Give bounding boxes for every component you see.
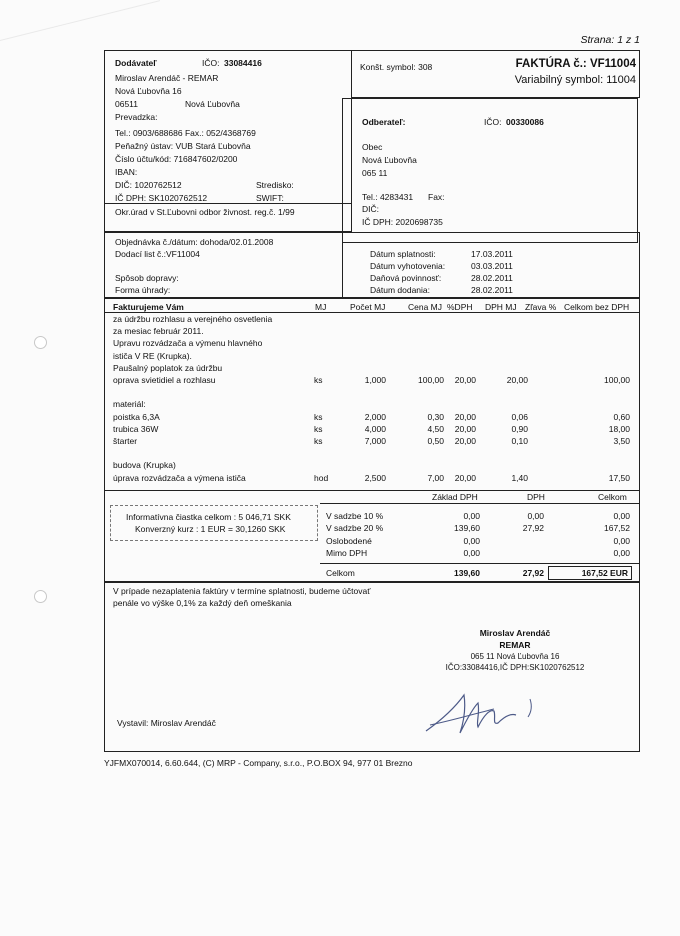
sum-header-zaklad: Základ DPH [432,492,478,502]
customer-ico: 00330086 [506,117,544,127]
stamp-line1: Miroslav Arendáč [479,628,551,638]
row-desc: trubica 36W [113,423,159,434]
sum-header-dph: DPH [527,492,545,502]
row-mj: ks [314,411,323,422]
supplier-stredisko: Stredisko: [256,180,294,190]
row-pocet: 4,000 [364,423,386,434]
row-desc: poistka 6,3A [113,411,160,422]
notice-line2: penále vo výške 0,1% za každý deň omeškania [113,598,292,608]
supplier-ico: 33084416 [224,58,262,68]
sum-row-label: V sadzbe 10 % [326,511,384,521]
divider [342,243,343,298]
th-zlava: Zľava % [525,302,557,312]
row-pocet: 1,000 [364,375,386,385]
variable-symbol: Variabilný symbol: 11004 [514,74,636,86]
row-desc: za údržbu rozhlasu a verejného osvetlenia [113,314,273,324]
konst-symbol: Konšt. symbol: 308 [360,62,433,72]
th-pocet: Počet MJ [350,302,386,312]
row-dph-mj: 1,40 [511,472,528,483]
footer-text: YJFMX070014, 6.60.644, (C) MRP - Company, s.r.o., P.O.BOX 94, 977 01 Brezno [104,758,413,768]
row-pocet: 7,000 [364,436,386,446]
divider [320,563,640,564]
date-value: 28.02.2011 [471,285,513,295]
punch-hole [34,336,47,349]
customer-heading: Odberateľ: [362,117,406,127]
sum-row-zaklad: 139,60 [454,523,480,534]
sum-row-zaklad: 0,00 [463,547,480,558]
order-sposob: Spôsob dopravy: [115,273,179,283]
sum-row-celkom: 167,52 [604,523,630,534]
order-forma: Forma úhrady: [115,285,171,295]
th-mj: MJ [315,302,327,312]
date-value: 17.03.2011 [471,249,513,259]
row-cena: 0,30 [427,411,444,422]
row-celkom: 100,00 [604,375,630,385]
sum-row-label: V sadzbe 20 % [326,523,384,534]
supplier-phone: Tel.: 0903/688686 Fax.: 052/4368769 [115,128,256,138]
divider [104,203,352,204]
row-cena: 4,50 [427,423,444,434]
customer-ico-label: IČO: [484,117,502,127]
sum-row-celkom: 0,00 [613,547,630,558]
supplier-prevadzka: Prevadzka: [115,112,158,122]
date-label: Dátum vyhotovenia: [370,261,446,271]
info-line1: Informatívna čiastka celkom : 5 046,71 SKK [126,512,291,522]
supplier-swift: SWIFT: [256,193,284,203]
sum-row-label: Oslobodené [326,535,372,546]
customer-line1: Obec [362,142,383,152]
divider [320,503,640,504]
row-celkom: 0,60 [613,411,630,422]
info-line2: Konverzný kurz : 1 EUR = 30,1260 SKK [135,524,286,534]
sum-total-celkom: 167,52 EUR [581,568,628,578]
sum-total-zaklad: 139,60 [454,568,480,578]
page-fold-mark [0,0,160,41]
sum-total-dph: 27,92 [522,568,544,578]
date-value: 28.02.2011 [471,273,513,283]
row-dph-mj: 20,00 [506,375,528,385]
row-mj: hod [314,472,329,483]
sum-row-label: Mimo DPH [326,547,368,558]
supplier-iban: IBAN: [115,167,138,177]
sum-row-dph: 27,92 [522,523,544,534]
row-desc: budova (Krupka) [113,460,176,471]
row-desc: oprava svietidiel a rozhlasu [113,375,216,385]
signature [420,685,560,740]
date-value: 03.03.2011 [471,261,513,271]
issued-by: Vystavil: Miroslav Arendáč [117,718,216,728]
row-desc: materiál: [113,399,146,410]
info-box [110,505,318,541]
divider [104,490,640,491]
customer-dic: DIČ: [362,204,379,214]
row-desc: Upravu rozvádzača a výmenu hlavného [113,338,263,349]
th-cena: Cena MJ [408,302,443,312]
supplier-ico-label: IČO: [202,58,220,68]
date-label: Daňová povinnosť: [370,273,442,283]
sum-total-label: Celkom [326,568,355,578]
row-pocet: 2,000 [364,411,386,422]
row-dph-pct: 20,00 [454,472,476,483]
sum-row-zaklad: 0,00 [463,535,480,546]
row-dph-pct: 20,00 [454,375,476,385]
row-pocet: 2,500 [364,472,386,483]
row-desc: štarter [113,436,138,446]
invoice-title: FAKTÚRA č.: VF11004 [515,58,636,70]
supplier-account: Číslo účtu/kód: 716847602/0200 [115,154,238,164]
supplier-city: Nová Ľubovňa [185,99,240,109]
divider [104,312,640,313]
row-desc: Paušalný poplatok za údržbu [113,362,223,373]
row-celkom: 17,50 [608,472,630,483]
supplier-registry: Okr.úrad v St.Ľubovni odbor živnost. reg.č. 1/99 [115,207,295,217]
th-dph-mj: DPH MJ [485,302,517,312]
row-dph-pct: 20,00 [454,411,476,422]
row-dph-mj: 0,06 [511,411,528,422]
stamp-line4: IČO:33084416,IČ DPH:SK1020762512 [445,663,585,672]
notice-line1: V prípade nezaplatenia faktúry v termíne splatnosti, budeme účtovať [113,586,371,596]
punch-hole [34,590,47,603]
th-celkom: Celkom bez DPH [564,302,630,312]
th-dph-pct: %DPH [447,302,473,312]
page-number: Strana: 1 z 1 [580,34,640,46]
row-cena: 0,50 [427,436,444,446]
row-dph-pct: 20,00 [454,436,476,446]
customer-phone: Tel.: 4283431 [362,192,414,202]
sum-header-celkom: Celkom [598,492,627,502]
row-desc: za mesiac február 2011. [113,326,204,337]
stamp-line3: 065 11 Nová Ľubovňa 16 [470,652,560,661]
row-mj: ks [314,375,323,385]
order-dodaci: Dodací list č.:VF11004 [115,249,200,259]
row-cena: 100,00 [418,375,444,385]
order-objednavka: Objednávka č./dátum: dohoda/02.01.2008 [115,237,274,247]
date-label: Dátum dodania: [370,285,431,295]
row-dph-mj: 0,10 [511,436,528,446]
supplier-zip: 06511 [115,99,139,109]
stamp-line2: REMAR [499,640,531,650]
supplier-street: Nová Ľubovňa 16 [115,86,182,96]
row-dph-pct: 20,00 [454,423,476,434]
customer-fax: Fax: [428,192,445,202]
supplier-name: Miroslav Arendáč - REMAR [115,73,219,83]
row-celkom: 18,00 [608,423,630,434]
supplier-dic: DIČ: 1020762512 [115,180,182,190]
customer-icdph: IČ DPH: 2020698735 [362,217,443,227]
date-label: Dátum splatnosti: [370,249,436,259]
customer-line3: 065 11 [362,168,388,178]
sum-row-dph: 0,00 [527,511,544,521]
supplier-bank: Peňažný ústav: VUB Stará Ľubovňa [115,141,251,151]
row-mj: ks [314,436,323,446]
row-dph-mj: 0,90 [511,423,528,434]
customer-line2: Nová Ľubovňa [362,155,417,165]
row-celkom: 3,50 [613,436,630,446]
row-desc: úprava rozvádzača a výmena ističa [113,472,246,483]
row-mj: ks [314,423,323,434]
th-desc: Fakturujeme Vám [113,302,184,312]
supplier-heading: Dodávateľ [115,58,157,68]
sum-row-zaklad: 0,00 [463,511,480,521]
row-cena: 7,00 [427,472,444,483]
sum-row-celkom: 0,00 [613,511,630,521]
sum-row-celkom: 0,00 [613,535,630,546]
row-desc: ističa V RE (Krupka). [113,350,192,361]
supplier-icdph: IČ DPH: SK1020762512 [115,193,208,203]
